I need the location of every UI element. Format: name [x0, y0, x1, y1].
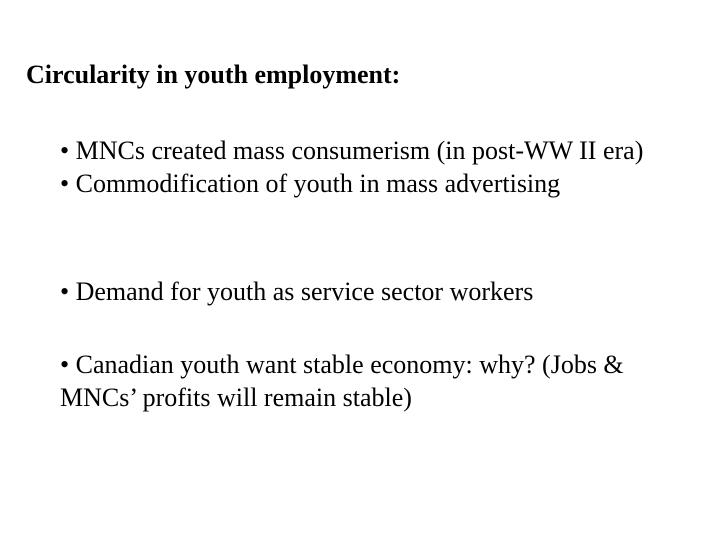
bullet-stable-economy: • Canadian youth want stable economy: why? (Jobs & MNCs’ profits will remain stable) — [60, 350, 624, 412]
bullet-commodification: • Commodification of youth in mass advertising — [60, 169, 561, 198]
slide-title: Circularity in youth employment: — [26, 60, 401, 89]
bullet-group-consumerism — [60, 134, 700, 200]
bullet-group-demand — [60, 275, 700, 308]
bullet-group-stability — [60, 348, 700, 414]
bullet-service-sector: • Demand for youth as service sector workers — [60, 277, 534, 306]
bullet-mass-consumerism: • MNCs created mass consumerism (in post-WW II era) — [60, 136, 644, 165]
